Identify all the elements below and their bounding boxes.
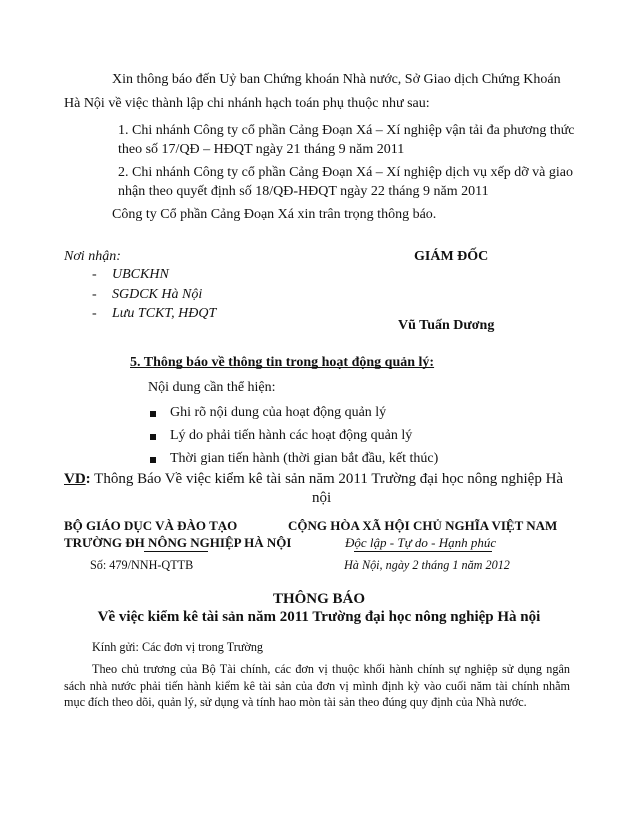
national-motto: Độc lập - Tự do - Hạnh phúc: [345, 535, 497, 550]
section-5-heading: [130, 355, 434, 371]
signature-name: Vũ Tuấn Dương: [398, 318, 495, 333]
example-line-1: [64, 471, 563, 488]
square-bullet-icon: [150, 457, 156, 463]
bullet-text: Thời gian tiến hành (thời gian bắt đầu, kết thúc): [170, 451, 439, 466]
intro-line-2: Hà Nội về việc thành lập chi nhánh hạch toán phụ thuộc như sau:: [64, 96, 430, 111]
branch-2-line-2: nhận theo quyết định số 18/QĐ-HĐQT ngày 22 tháng 9 năm 2011: [118, 184, 489, 199]
intro-line-1: Xin thông báo đến Uỷ ban Chứng khoán Nhà nước, Sở Giao dịch Chứng Khoán: [112, 72, 561, 87]
bullet-item: [150, 428, 412, 444]
example-label: VD: [64, 471, 86, 487]
nation-name: CỘNG HÒA XÃ HỘI CHỦ NGHĨA VIỆT NAM: [288, 518, 558, 533]
section-5-intro: Nội dung cần thể hiện:: [148, 380, 276, 395]
recipient-text: UBCKHN: [112, 267, 169, 282]
square-bullet-icon: [150, 434, 156, 440]
signature-title: GIÁM ĐỐC: [414, 249, 489, 264]
document-title: THÔNG BÁO: [272, 591, 366, 607]
document-number: Số: 479/NNH-QTTB: [90, 558, 194, 572]
example-line-2: nội: [312, 490, 332, 506]
recipient-item: [92, 306, 216, 322]
square-bullet-icon: [150, 411, 156, 417]
recipient-text: SGDCK Hà Nội: [112, 287, 203, 302]
recipient-item: [92, 267, 169, 283]
recipient-item: [92, 287, 202, 303]
example-colon: :: [85, 471, 91, 487]
ministry-name: BỘ GIÁO DỤC VÀ ĐÀO TẠO: [64, 518, 238, 533]
recipients-label: Nơi nhận:: [64, 249, 121, 264]
recipient-text: Lưu TCKT, HĐQT: [112, 306, 217, 321]
branch-1-line-1: 1. Chi nhánh Công ty cổ phần Cảng Đoạn Xá – Xí nghiệp vận tải đa phương thức: [118, 123, 575, 138]
example-text: Thông Báo Về việc kiểm kê tài sản năm 2011 Trường đại học nông nghiệp Hà: [90, 471, 564, 487]
bullet-item: [150, 405, 386, 421]
bullet-text: Lý do phải tiến hành các hoạt động quản lý: [170, 428, 413, 443]
branch-2-line-1: 2. Chi nhánh Công ty cổ phần Cảng Đoạn Xá – Xí nghiệp dịch vụ xếp dỡ và giao: [118, 165, 573, 180]
closing-sentence: Công ty Cổ phần Cảng Đoạn Xá xin trân trọng thông báo.: [112, 207, 437, 222]
section-5-heading-text: 5. Thông báo về thông tin trong hoạt động quản lý:: [130, 355, 435, 370]
document-date: Hà Nội, ngày 2 tháng 1 năm 2012: [344, 558, 510, 572]
university-name: [64, 535, 291, 551]
bullet-item: [150, 451, 438, 467]
dash-bullet: -: [92, 287, 97, 302]
bullet-text: Ghi rõ nội dung của hoạt động quản lý: [170, 405, 387, 420]
dash-bullet: -: [92, 267, 97, 282]
body-paragraph: Theo chủ trương của Bộ Tài chính, các đơn vị thuộc khối hành chính sự nghiệp sử dụng ngân sách nhà nước phải tiến hành kiểm kê tài sản của đơn vị mình định kỳ vào cuối năm tài chính nhằm mục đích theo dõi, quản lý, sử dụng và tính hao mòn tài sản theo đúng quy định của Nhà nước.: [64, 662, 570, 710]
document-subtitle: Về việc kiểm kê tài sản năm 2011 Trường đại học nông nghiệp Hà nội: [97, 609, 541, 625]
header-divider-right: [354, 551, 492, 552]
university-name-text: TRƯỜNG ĐH NÔNG NGHIỆP HÀ NỘI: [64, 535, 292, 550]
greeting: Kính gửi: Các đơn vị trong Trường: [92, 640, 264, 654]
branch-1-line-2: theo số 17/QĐ – HĐQT ngày 21 tháng 9 năm 2011: [118, 142, 405, 157]
header-divider-left: [144, 551, 208, 552]
dash-bullet: -: [92, 306, 97, 321]
